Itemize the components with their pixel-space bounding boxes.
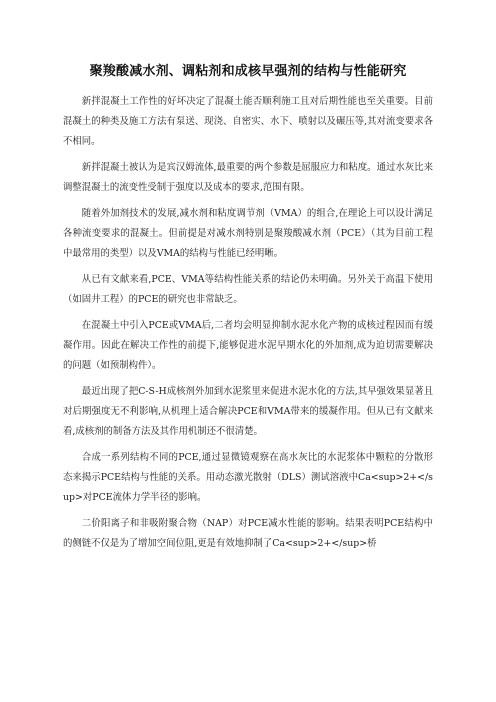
paragraph: 新拌混凝土工作性的好坏决定了混凝土能否顺利施工且对后期性能也至关重要。目前混凝土的种类及施工方法有泵送、现浇、自密实、水下、喷射以及碾压等,其对流变要求各不相同。 <box>63 96 433 147</box>
paragraph: 新拌混凝土被认为是宾汉姆流体,最重要的两个参数是屈服应力和粘度。通过水灰比来调整混凝土的流变性受制于强度以及成本的要求,范围有限。 <box>63 162 433 193</box>
paragraph: 二价阳离子和非吸附聚合物（NAP）对PCE减水性能的影响。结果表明PCE结构中的侧链不仅是为了增加空间位阻,更是有效地抑制了Ca<sup>2+</sup>桥 <box>63 518 433 549</box>
paragraph: 最近出现了把C-S-H成核剂外加到水泥浆里来促进水泥水化的方法,其早强效果显著且对后期强度无不利影响,从机理上适合解决PCE和VMA带来的缓凝作用。但从已有文献来看,成核剂的制备方法及其作用机制还不很清楚。 <box>63 386 433 437</box>
document-title: 聚羧酸减水剂、调粘剂和成核早强剂的结构与性能研究 <box>89 64 407 79</box>
paragraph: 随着外加剂技术的发展,减水剂和粘度调节剂（VMA）的组合,在理论上可以设计满足各种流变要求的混凝土。但前提是对减水剂特别是聚羧酸减水剂（PCE）（其为目前工程中最常用的类型）以及VMA的结构与性能已经明晰。 <box>63 208 433 259</box>
paragraph: 合成一系列结构不同的PCE,通过显微镜观察在高水灰比的水泥浆体中颗粒的分散形态来揭示PCE结构与性能的关系。用动态激光散射（DLS）测试溶液中Ca<sup>2+</sup>对PCE流体力学半径的影响。 <box>63 452 433 503</box>
paragraph: 从已有文献来看,PCE、VMA等结构性能关系的结论仍未明确。另外关于高温下使用（如固井工程）的PCE的研究也非常缺乏。 <box>63 274 433 305</box>
paragraph: 在混凝土中引入PCE或VMA后,二者均会明显抑制水泥水化产物的成核过程因而有缓凝作用。因此在解决工作性的前提下,能够促进水泥早期水化的外加剂,成为迫切需要解决的问题（如预制构件）。 <box>63 320 433 371</box>
document-body <box>63 92 433 560</box>
